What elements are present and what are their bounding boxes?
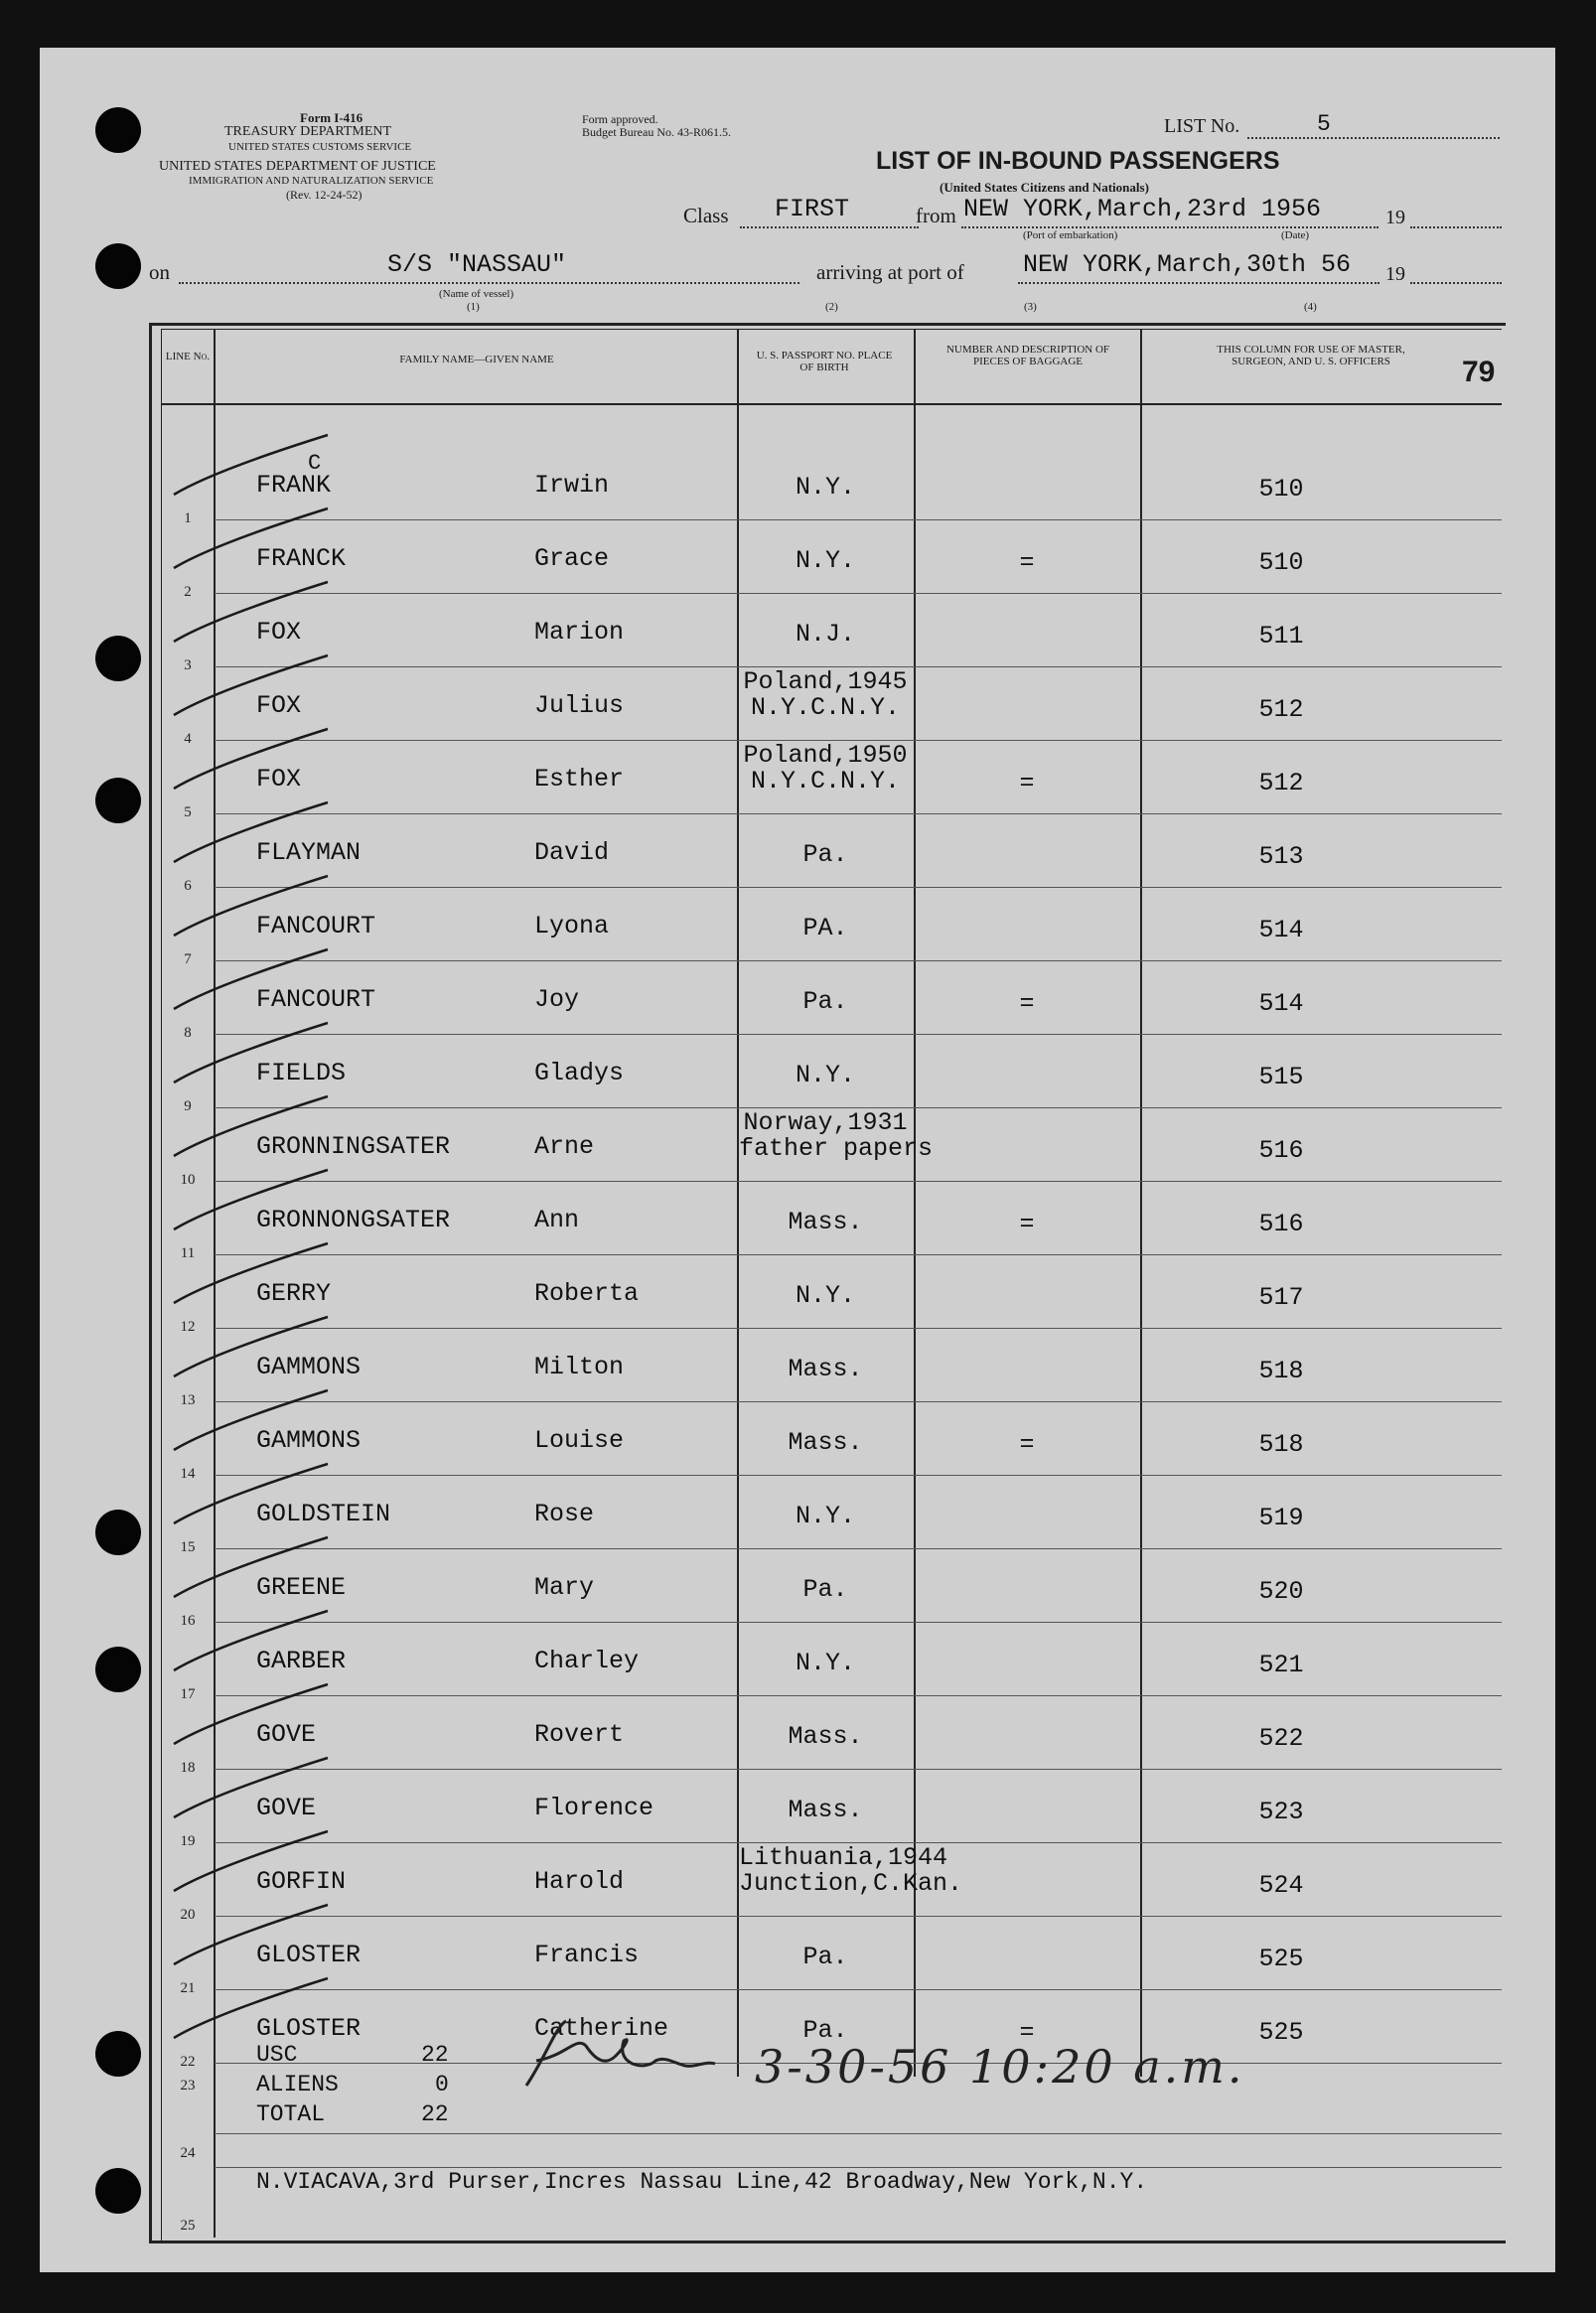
officer-number: 520 (1258, 1577, 1304, 1606)
birth-place: Mass. (788, 1208, 863, 1236)
given-name: Lyona (534, 912, 610, 940)
col-header-officers: THIS COLUMN FOR USE OF MASTER, SURGEON, AND U. S. OFFICERS (1217, 344, 1405, 367)
line-number: 8 (184, 1025, 192, 1041)
row-line (215, 1989, 1502, 1990)
row-line (215, 1401, 1502, 1402)
officer-number: 517 (1258, 1283, 1304, 1312)
year-suffix-2: 19 (1385, 263, 1405, 285)
binder-hole (95, 2168, 141, 2214)
form-approved: Form approved. (582, 112, 658, 126)
birth-place: Mass. (788, 1722, 863, 1751)
family-name: GOLDSTEIN (256, 1500, 391, 1528)
line-number: 11 (180, 1245, 196, 1261)
list-label: LIST No. (1164, 115, 1240, 137)
given-name: Florence (534, 1794, 654, 1822)
col1-number: (1) (467, 301, 480, 313)
officer-number: 513 (1258, 842, 1304, 871)
given-name: Louise (534, 1426, 625, 1455)
officer-number: 525 (1258, 1945, 1304, 1973)
given-name: Ann (534, 1206, 580, 1234)
table-left-inner (161, 329, 162, 2241)
given-name: Gladys (534, 1059, 625, 1087)
aliens-count: 0 (435, 2072, 449, 2097)
col-line-divider (214, 329, 216, 2238)
line-number: 19 (180, 1833, 196, 1849)
aliens-label: ALIENS (256, 2072, 339, 2097)
class-value: FIRST (775, 195, 850, 223)
row-line (215, 1034, 1502, 1035)
given-name: Julius (534, 691, 625, 720)
col4-number: (4) (1304, 301, 1317, 313)
row-line-24 (215, 2167, 1502, 2168)
handwritten-datetime: 3-30-56 10:20 a.m. (755, 2040, 1245, 2094)
line-number: 1 (184, 510, 192, 526)
page-number: 79 (1462, 356, 1496, 388)
family-name: FRANK (256, 471, 332, 500)
family-name: GLOSTER (256, 1941, 362, 1969)
list-no-line (1247, 137, 1500, 139)
family-name: GOVE (256, 1720, 317, 1749)
line-number: 16 (180, 1613, 196, 1629)
family-name: GARBER (256, 1647, 347, 1675)
given-name: Harold (534, 1867, 625, 1896)
line-number: 20 (180, 1907, 196, 1923)
birth-place: N.J. (795, 620, 855, 649)
family-name: GRONNINGSATER (256, 1132, 451, 1161)
from-line (961, 226, 1378, 228)
birth-place: Pa. (802, 987, 848, 1016)
form-number: Form I-416 (300, 110, 363, 125)
binder-hole (95, 1510, 141, 1555)
from-value: NEW YORK,March,23rd 1956 (963, 195, 1322, 223)
officer-number: 511 (1258, 622, 1304, 651)
officer-number: 512 (1258, 695, 1304, 724)
treasury-dept: TREASURY DEPARTMENT (224, 124, 392, 139)
family-name: FANCOURT (256, 912, 376, 940)
line-number: 5 (184, 804, 192, 820)
arriving-value: NEW YORK,March,30th 56 (1023, 250, 1352, 279)
line-number-25: 25 (180, 2218, 196, 2234)
year-suffix: 19 (1385, 207, 1405, 228)
row-line (215, 1622, 1502, 1623)
correction-note: C (308, 451, 322, 476)
line-number: 10 (180, 1172, 196, 1188)
row-line (215, 1695, 1502, 1696)
family-name: FIELDS (256, 1059, 347, 1087)
table-top-inner (161, 329, 1502, 330)
officer-number: 516 (1258, 1210, 1304, 1238)
officer-number: 524 (1258, 1871, 1304, 1900)
family-name: FOX (256, 618, 302, 647)
birth-place-detail: N.Y.C.N.Y. (750, 693, 901, 722)
row-line (215, 1916, 1502, 1917)
family-name: GOVE (256, 1794, 317, 1822)
baggage-mark: = (1019, 2018, 1035, 2047)
table-top-border (149, 323, 1506, 326)
line-number: 13 (180, 1392, 196, 1408)
row-line-23 (215, 2133, 1502, 2134)
binder-hole (95, 2031, 141, 2077)
given-name: Charley (534, 1647, 640, 1675)
line-number: 9 (184, 1098, 192, 1114)
birth-place: N.Y. (795, 1281, 855, 1310)
birth-place: Poland,1945 (743, 667, 908, 696)
given-name: Grace (534, 544, 610, 573)
col-header-baggage: NUMBER AND DESCRIPTION OF PIECES OF BAGGAGE (945, 344, 1110, 367)
vessel-label: (Name of vessel) (439, 288, 514, 300)
birth-place: Mass. (788, 1428, 863, 1457)
given-name: Esther (534, 765, 625, 794)
given-name: Rose (534, 1500, 595, 1528)
line-number: 2 (184, 584, 192, 600)
row-line (215, 1548, 1502, 1549)
officer-number: 523 (1258, 1798, 1304, 1826)
line-number: 12 (180, 1319, 196, 1335)
usc-count: 22 (421, 2042, 449, 2068)
family-name: FANCOURT (256, 985, 376, 1014)
row-line (215, 813, 1502, 814)
officer-number: 515 (1258, 1063, 1304, 1091)
vessel-name: S/S "NASSAU" (387, 250, 567, 279)
table-bottom-border (149, 2241, 1506, 2243)
baggage-mark: = (1019, 769, 1035, 797)
page-subtitle: (United States Citizens and Nationals) (940, 180, 1149, 195)
baggage-mark: = (1019, 1210, 1035, 1238)
line-number: 7 (184, 951, 192, 967)
birth-place-detail: N.Y.C.N.Y. (750, 767, 901, 795)
officer-number: 519 (1258, 1504, 1304, 1532)
family-name: FOX (256, 691, 302, 720)
birth-place: Mass. (788, 1796, 863, 1824)
col-header-passport: U. S. PASSPORT NO. PLACE OF BIRTH (756, 350, 893, 373)
line-number: 15 (180, 1539, 196, 1555)
line-number: 14 (180, 1466, 196, 1482)
col-passport-divider (914, 329, 916, 2077)
line-number: 6 (184, 878, 192, 894)
class-label: Class (683, 204, 729, 227)
family-name: FLAYMAN (256, 838, 362, 867)
row-line (215, 1328, 1502, 1329)
vessel-line (179, 282, 799, 284)
year-line-2 (1410, 282, 1502, 284)
given-name: Joy (534, 985, 580, 1014)
birth-place: Pa. (802, 1943, 848, 1971)
page-title: LIST OF IN-BOUND PASSENGERS (876, 147, 1280, 175)
binder-hole (95, 243, 141, 289)
revision: (Rev. 12-24-52) (286, 188, 363, 202)
given-name: Catherine (534, 2014, 669, 2043)
row-line (215, 1254, 1502, 1255)
total-label: TOTAL (256, 2101, 326, 2127)
date-label: (Date) (1281, 229, 1310, 241)
row-line (215, 1769, 1502, 1770)
customs-service: UNITED STATES CUSTOMS SERVICE (228, 141, 412, 153)
officer-number: 525 (1258, 2018, 1304, 2047)
line-number: 21 (180, 1980, 196, 1996)
line-number: 17 (180, 1686, 196, 1702)
baggage-mark: = (1019, 1430, 1035, 1459)
from-label: from (916, 204, 956, 227)
officer-number: 510 (1258, 548, 1304, 577)
officer-number: 514 (1258, 989, 1304, 1018)
family-name: GAMMONS (256, 1353, 362, 1381)
row-line (215, 887, 1502, 888)
birth-place: N.Y. (795, 1649, 855, 1677)
list-number: 5 (1317, 111, 1331, 137)
header-bottom (161, 403, 1502, 405)
binder-hole (95, 636, 141, 681)
given-name: David (534, 838, 610, 867)
given-name: Francis (534, 1941, 640, 1969)
line-number: 4 (184, 731, 192, 747)
line-number: 18 (180, 1760, 196, 1776)
justice-dept: UNITED STATES DEPARTMENT OF JUSTICE (159, 159, 436, 174)
family-name: GREENE (256, 1573, 347, 1602)
usc-label: USC (256, 2042, 298, 2068)
purser-line: N.VIACAVA,3rd Purser,Incres Nassau Line,42 Broadway,New York,N.Y. (256, 2169, 1148, 2195)
given-name: Marion (534, 618, 625, 647)
row-line (215, 1475, 1502, 1476)
birth-place: Pa. (802, 840, 848, 869)
birth-place: Pa. (802, 1575, 848, 1604)
family-name: GERRY (256, 1279, 332, 1308)
year-line (1410, 226, 1502, 228)
family-name: FRANCK (256, 544, 347, 573)
row-line (215, 960, 1502, 961)
given-name: Roberta (534, 1279, 640, 1308)
birth-place: N.Y. (795, 1502, 855, 1530)
birth-place: Norway,1931 (743, 1108, 908, 1137)
baggage-mark: = (1019, 989, 1035, 1018)
line-number-23: 23 (180, 2078, 196, 2094)
binder-hole (95, 107, 141, 153)
officer-number: 516 (1258, 1136, 1304, 1165)
arriving-line (1018, 282, 1379, 284)
given-name: Irwin (534, 471, 610, 500)
col3-number: (3) (1024, 301, 1037, 313)
line-number: 3 (184, 657, 192, 673)
officer-number: 514 (1258, 916, 1304, 944)
class-line (740, 226, 919, 228)
on-label: on (149, 260, 170, 284)
table-left-border (149, 323, 152, 2242)
port-embark-label: (Port of embarkation) (1023, 229, 1118, 241)
line-number-24: 24 (180, 2145, 196, 2161)
binder-hole (95, 778, 141, 823)
officer-number: 512 (1258, 769, 1304, 797)
col-baggage-divider (1140, 329, 1142, 2077)
row-line (215, 519, 1502, 520)
birth-place: N.Y. (795, 1061, 855, 1089)
given-name: Rovert (534, 1720, 625, 1749)
officer-number: 521 (1258, 1651, 1304, 1679)
line-number: 22 (180, 2054, 196, 2070)
ins-service: IMMIGRATION AND NATURALIZATION SERVICE (189, 175, 434, 187)
family-name: GRONNONGSATER (256, 1206, 451, 1234)
row-line (215, 1181, 1502, 1182)
family-name: GORFIN (256, 1867, 347, 1896)
col-header-line: LINE No. (165, 351, 211, 362)
family-name: GAMMONS (256, 1426, 362, 1455)
arriving-label: arriving at port of (816, 260, 964, 284)
form-sheet (40, 48, 1555, 2272)
officer-number: 510 (1258, 475, 1304, 504)
given-name: Milton (534, 1353, 625, 1381)
birth-place: N.Y. (795, 546, 855, 575)
birth-place: PA. (802, 914, 848, 942)
family-name: FOX (256, 765, 302, 794)
baggage-mark: = (1019, 548, 1035, 577)
officer-number: 518 (1258, 1430, 1304, 1459)
family-name: GLOSTER (256, 2014, 362, 2043)
birth-place: N.Y. (795, 473, 855, 502)
budget-bureau: Budget Bureau No. 43-R061.5. (582, 125, 731, 139)
col2-number: (2) (825, 301, 838, 313)
total-count: 22 (421, 2101, 449, 2127)
row-line (215, 593, 1502, 594)
birth-place: Lithuania,1944 (739, 1843, 948, 1872)
binder-hole (95, 1647, 141, 1692)
birth-place: Poland,1950 (743, 741, 908, 770)
birth-place: Pa. (802, 2016, 848, 2045)
birth-place-detail: father papers (739, 1134, 934, 1163)
given-name: Mary (534, 1573, 595, 1602)
officer-number: 522 (1258, 1724, 1304, 1753)
birth-place-detail: Junction,C.Kan. (739, 1869, 963, 1898)
birth-place: Mass. (788, 1355, 863, 1383)
col-header-name: FAMILY NAME—GIVEN NAME (399, 354, 554, 365)
given-name: Arne (534, 1132, 595, 1161)
officer-number: 518 (1258, 1357, 1304, 1385)
